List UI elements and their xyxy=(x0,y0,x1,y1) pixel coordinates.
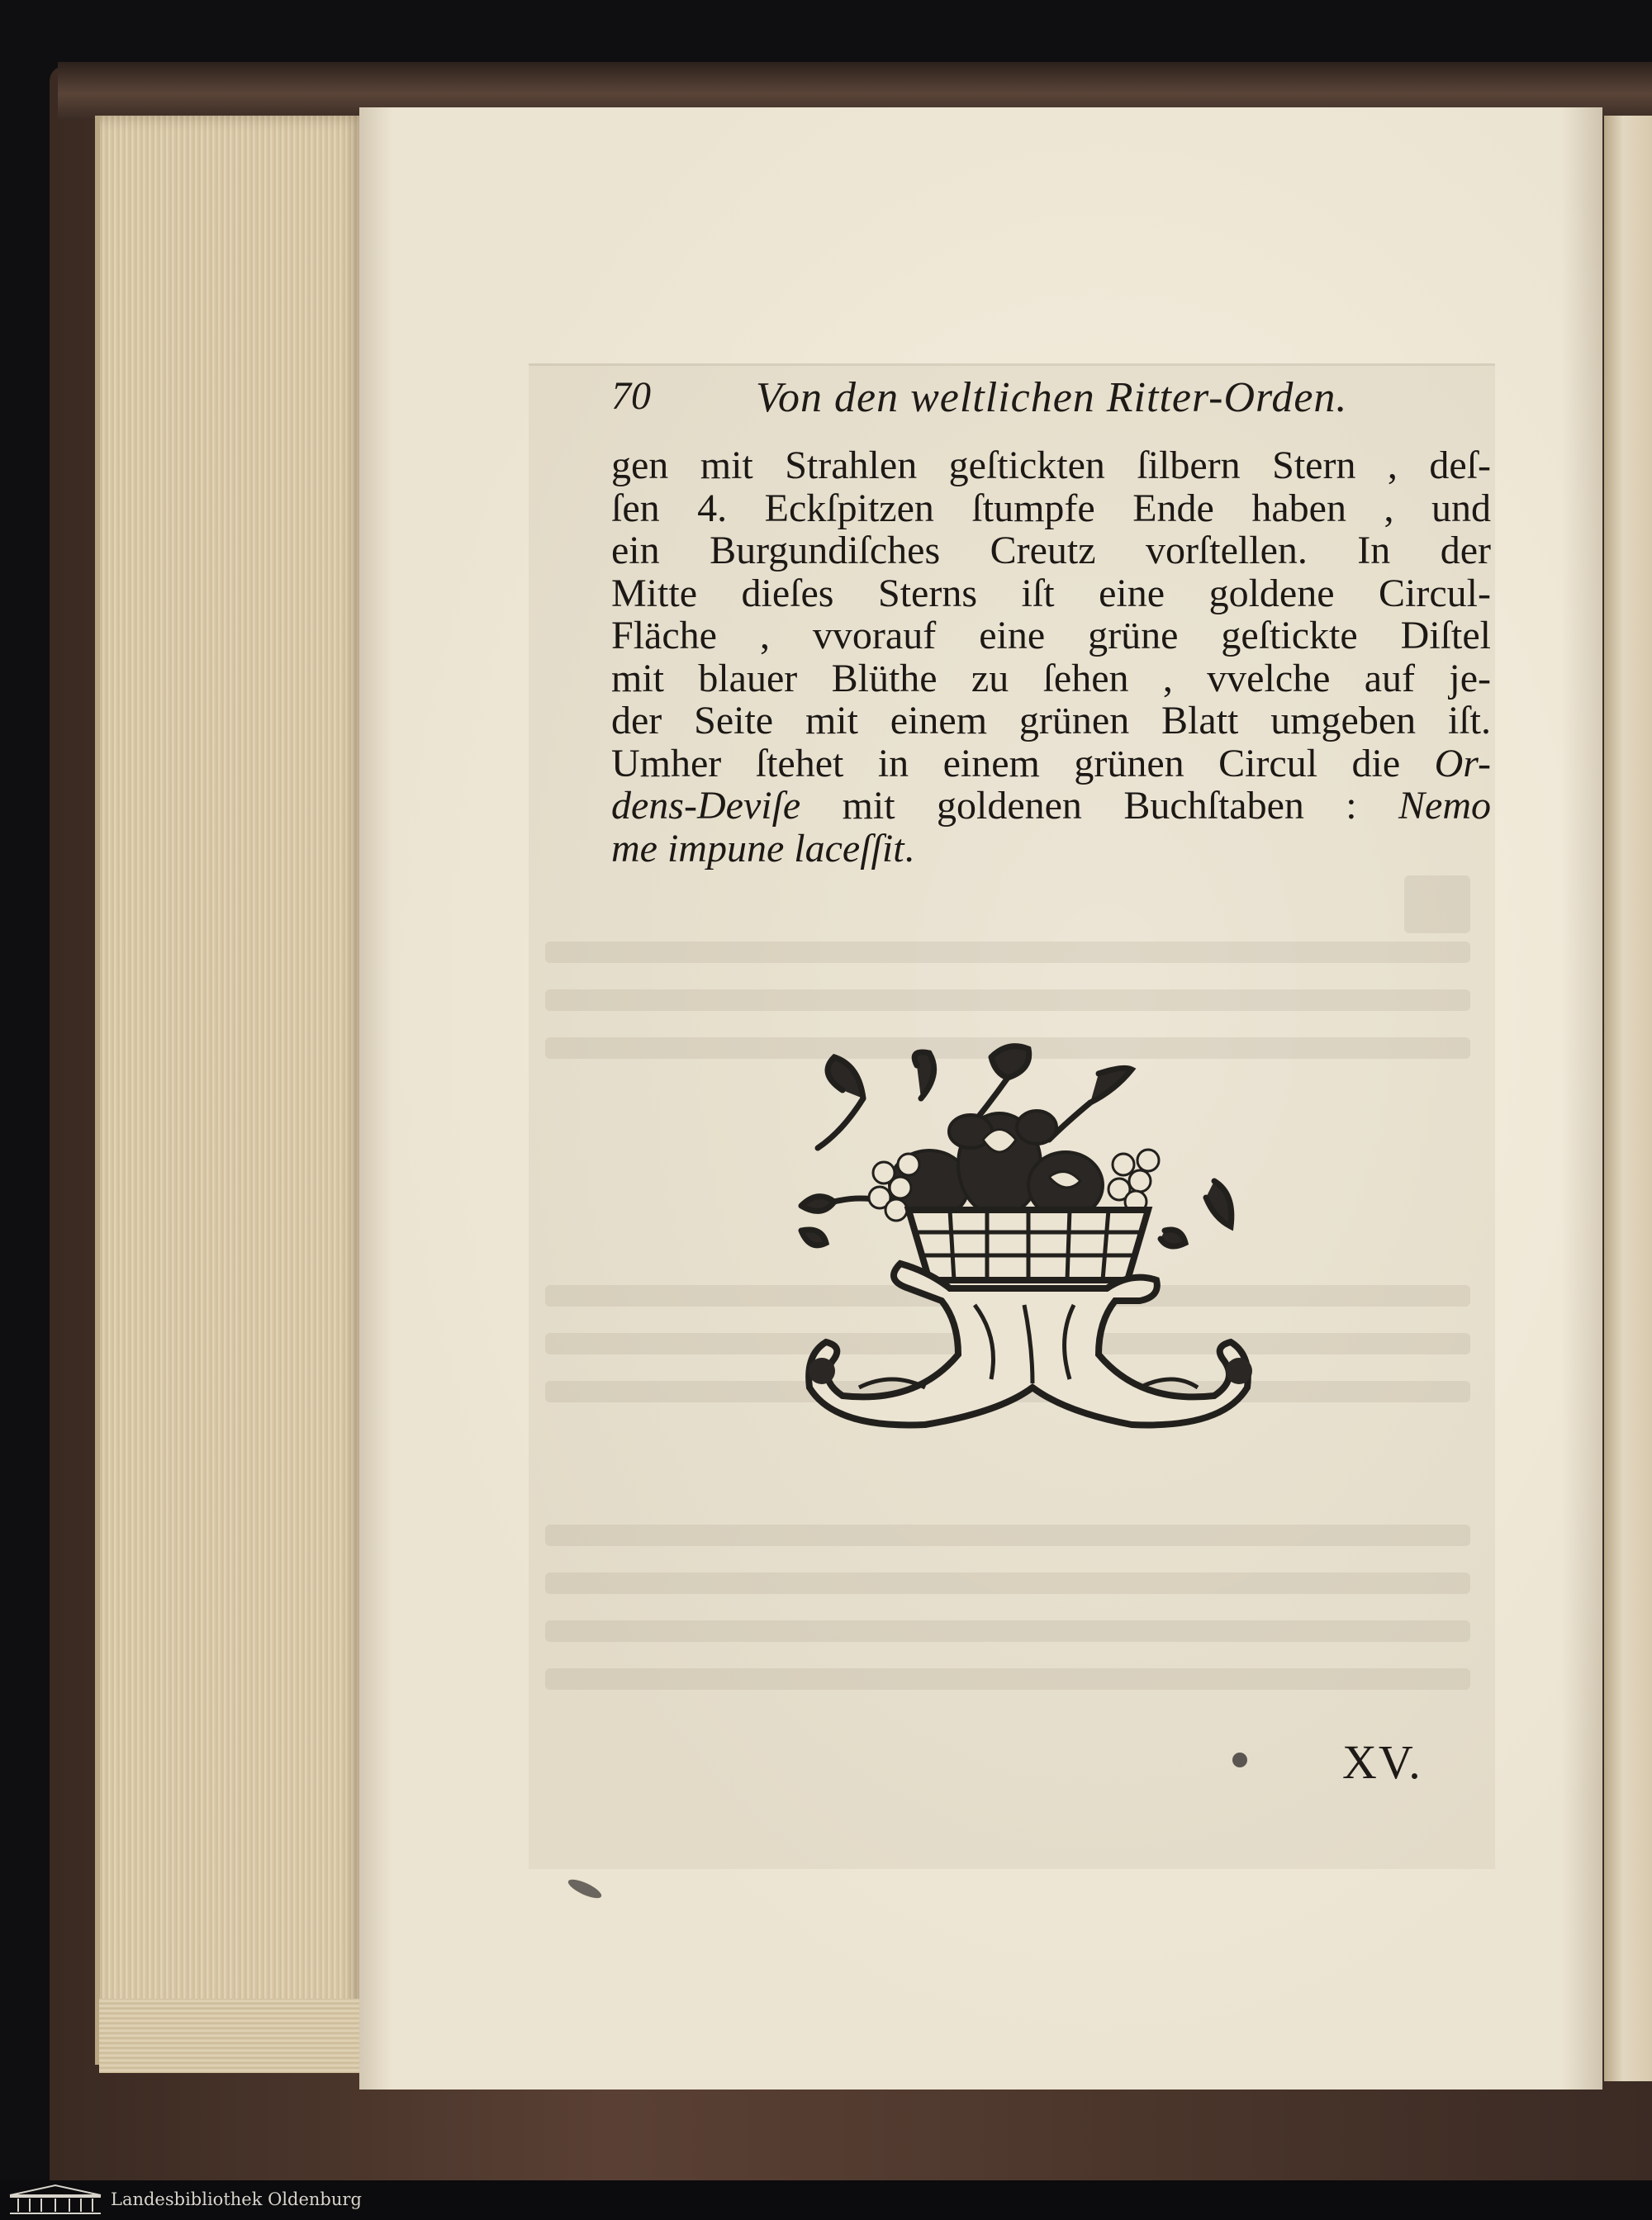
show-through-initial xyxy=(1404,875,1470,933)
text-line: mit blauer Blüthe zu ſehen , vvelche auf je- xyxy=(611,656,1491,700)
text-line: me impune laceſſit. xyxy=(611,826,914,870)
show-through-line xyxy=(545,1572,1470,1594)
ink-spot xyxy=(1232,1753,1247,1767)
text-line: ſen 4. Eckſpitzen ſtumpfe Ende haben , und xyxy=(611,486,1491,530)
text-line: der Seite mit einem grünen Blatt umgeben iſt. xyxy=(611,699,1491,742)
show-through-line xyxy=(545,989,1470,1011)
facing-page-edge xyxy=(1604,116,1652,2081)
show-through-line xyxy=(545,1620,1470,1642)
library-building-logo-icon xyxy=(7,2184,104,2215)
text-line: dens-Deviſe mit goldenen Buchſtaben : Nemo xyxy=(611,784,1491,828)
text-line: gen mit Strahlen geſtickten ſilbern Stern , deſ- xyxy=(611,444,1491,487)
text-line: Mitte dieſes Sterns iſt eine goldene Circul- xyxy=(611,571,1491,615)
show-through-line xyxy=(545,942,1470,963)
footer-library-name: Landesbibliothek Oldenburg xyxy=(111,2189,362,2209)
catchword: XV. xyxy=(1342,1735,1422,1789)
text-line: Fläche , vvorauf eine grüne geſtickte Diſtel xyxy=(611,614,1491,657)
page-block-bottom xyxy=(99,1999,363,2073)
show-through-line xyxy=(545,1525,1470,1546)
fruit-basket-ornament-icon xyxy=(785,1041,1272,1462)
running-head: Von den weltlichen Ritter-Orden. xyxy=(756,374,1348,421)
text-line: ein Burgundiſches Creutz vorſtellen. In der xyxy=(611,529,1491,572)
page-number: 70 xyxy=(611,374,651,418)
show-through-line xyxy=(545,1668,1470,1690)
text-line: Umher ſtehet in einem grünen Circul die Or- xyxy=(611,741,1491,785)
page-header xyxy=(611,373,1470,431)
page-block-edges xyxy=(95,116,364,2065)
body-text xyxy=(611,444,1491,870)
